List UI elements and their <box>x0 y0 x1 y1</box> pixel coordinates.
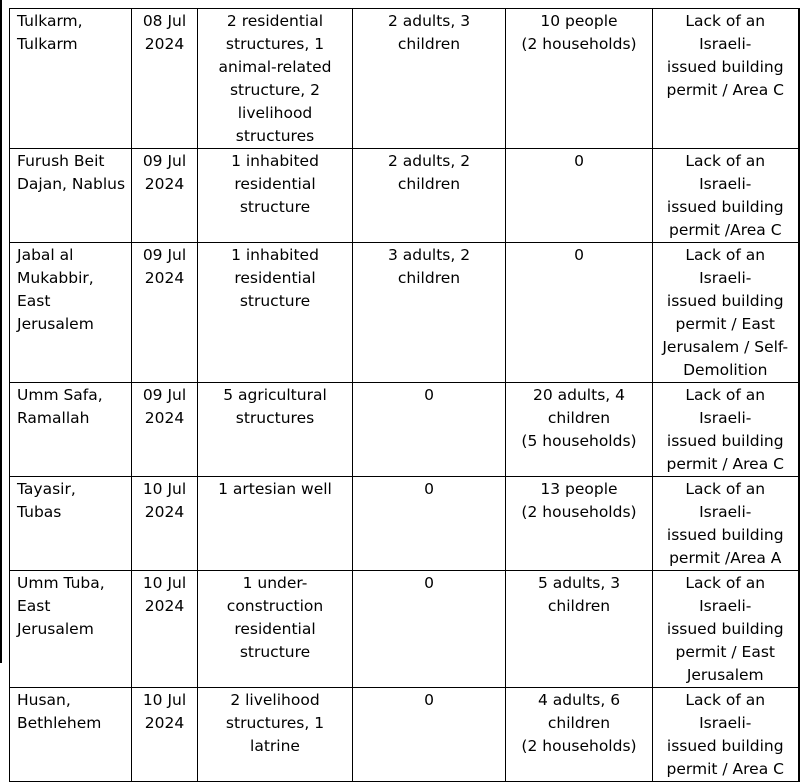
table-row <box>10 571 799 688</box>
reason-cell: Lack of an Israeli- issued building permit /Area C <box>653 149 799 243</box>
demolitions-table <box>9 8 800 782</box>
affected-cell: 0 <box>506 149 653 243</box>
table-row <box>10 688 799 782</box>
affected-cell: 0 <box>506 243 653 383</box>
date-cell: 09 Jul 2024 <box>132 243 198 383</box>
location-cell: Husan, Bethlehem <box>10 688 132 782</box>
date-cell: 10 Jul 2024 <box>132 688 198 782</box>
displaced-cell: 0 <box>353 383 506 477</box>
displaced-cell: 2 adults, 2 children <box>353 149 506 243</box>
location-cell: Tayasir, Tubas <box>10 477 132 571</box>
location-cell: Umm Tuba, East Jerusalem <box>10 571 132 688</box>
affected-cell: 4 adults, 6 children (2 households) <box>506 688 653 782</box>
affected-cell: 13 people (2 households) <box>506 477 653 571</box>
table-row <box>10 9 799 149</box>
location-cell: Tulkarm, Tulkarm <box>10 9 132 149</box>
reason-cell: Lack of an Israeli- issued building permit / East Jerusalem / Self- Demolition <box>653 243 799 383</box>
structures-cell: 1 inhabited residential structure <box>198 149 353 243</box>
reason-cell: Lack of an Israeli- issued building permit /Area A <box>653 477 799 571</box>
location-cell: Umm Safa, Ramallah <box>10 383 132 477</box>
displaced-cell: 0 <box>353 688 506 782</box>
reason-cell: Lack of an Israeli- issued building permit / Area C <box>653 688 799 782</box>
displaced-cell: 0 <box>353 477 506 571</box>
table-row <box>10 149 799 243</box>
date-cell: 08 Jul 2024 <box>132 9 198 149</box>
table-row <box>10 243 799 383</box>
structures-cell: 2 residential structures, 1 animal-related structure, 2 livelihood structures <box>198 9 353 149</box>
displaced-cell: 0 <box>353 571 506 688</box>
affected-cell: 10 people (2 households) <box>506 9 653 149</box>
location-cell: Jabal al Mukabbir, East Jerusalem <box>10 243 132 383</box>
structures-cell: 1 artesian well <box>198 477 353 571</box>
displaced-cell: 2 adults, 3 children <box>353 9 506 149</box>
date-cell: 10 Jul 2024 <box>132 477 198 571</box>
reason-cell: Lack of an Israeli- issued building permit / East Jerusalem <box>653 571 799 688</box>
date-cell: 09 Jul 2024 <box>132 383 198 477</box>
affected-cell: 5 adults, 3 children <box>506 571 653 688</box>
reason-cell: Lack of an Israeli- issued building permit / Area C <box>653 9 799 149</box>
structures-cell: 1 under- construction residential structure <box>198 571 353 688</box>
structures-cell: 1 inhabited residential structure <box>198 243 353 383</box>
date-cell: 09 Jul 2024 <box>132 149 198 243</box>
structures-cell: 2 livelihood structures, 1 latrine <box>198 688 353 782</box>
page-left-border <box>0 0 2 663</box>
table-row <box>10 383 799 477</box>
reason-cell: Lack of an Israeli- issued building permit / Area C <box>653 383 799 477</box>
displaced-cell: 3 adults, 2 children <box>353 243 506 383</box>
table-row <box>10 477 799 571</box>
affected-cell: 20 adults, 4 children (5 households) <box>506 383 653 477</box>
location-cell: Furush Beit Dajan, Nablus <box>10 149 132 243</box>
structures-cell: 5 agricultural structures <box>198 383 353 477</box>
date-cell: 10 Jul 2024 <box>132 571 198 688</box>
